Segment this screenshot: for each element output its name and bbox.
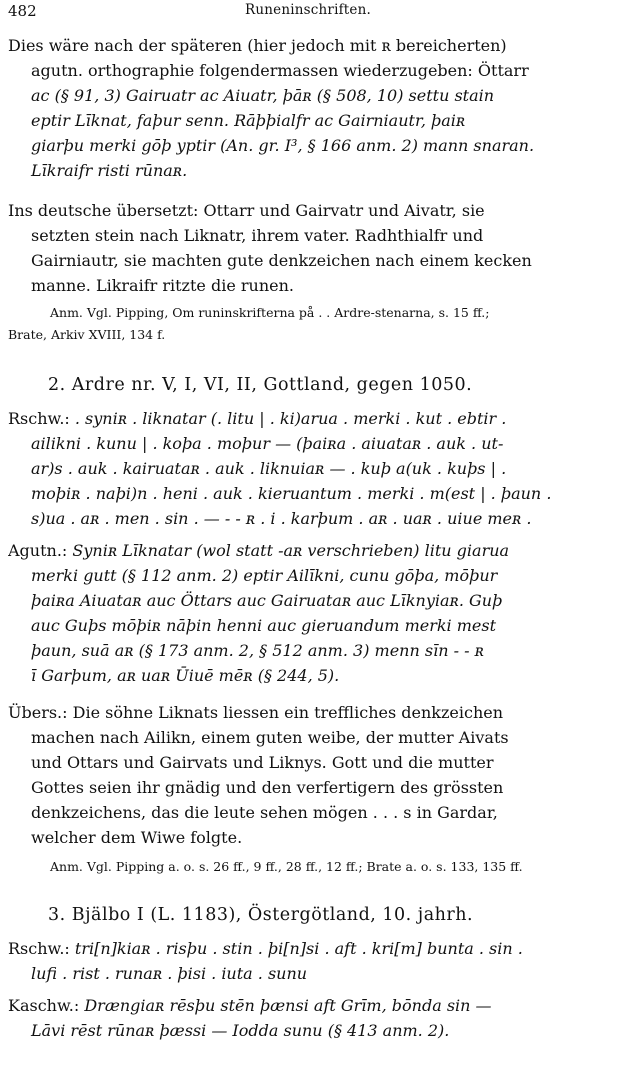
text-line: Kaschw.: Drængiaʀ rēsþu stēn þænsi aft Grīm, bōnda sin — [8,996,492,1015]
section-title: 3. Bjälbo I (L. 1183), Östergötland, 10. jahrh. [48,905,474,925]
section-heading-2 [8,370,608,400]
text-line: welcher dem Wiwe folgte. [31,828,243,847]
text-line: s)ua . aʀ . men . sin . — - - ʀ . i . karþum . aʀ . uaʀ . uiue meʀ . [31,509,532,528]
paragraph-transcription [8,33,608,183]
text-line: merki gutt (§ 112 anm. 2) eptir Ailīkni, cunu gōþa, mōþur [31,566,498,585]
text-line: Līkraifr risti rūnaʀ. [31,161,188,180]
text-line: Übers.: Die söhne Liknats liessen ein treffliches denkzeichen [8,703,504,722]
text-line: Dies wäre nach der späteren (hier jedoch mit ʀ bereicherten) [8,36,507,55]
section-title: 2. Ardre nr. V, I, VI, II, Gottland, gegen 1050. [48,375,473,395]
text-line: þaun, suā aʀ (§ 173 anm. 2, § 512 anm. 3) menn sīn - - ʀ [31,641,484,660]
text-line: ailikni . kunu | . koþa . moþur — (þaiʀa . aiuataʀ . auk . ut- [31,434,504,453]
text-line: lufi . rist . runaʀ . þisi . iuta . sunu [31,964,308,983]
text-line: eptir Līknat, faþur senn. Rāþþialfr ac Gairniautr, þaiʀ [31,111,466,130]
label: Rschw.: [8,409,70,428]
text-line: giarþu merki gōþ yptir (An. gr. I³, § 166 anm. 2) mann snaran. [31,136,535,155]
label: Agutn.: [8,541,68,560]
text-line: auc Guþs mōþiʀ nāþin henni auc gieruandum merki mest [31,616,497,635]
label: Rschw.: [8,939,70,958]
text-line: Gairniautr, sie machten gute denkzeichen nach einem kecken [31,251,532,270]
text-line: Rschw.: tri[n]kiaʀ . risþu . stin . þi[n]si . aft . kri[m] bunta . sin . [8,939,523,958]
page-number: 482 [8,2,37,20]
text-line: ac (§ 91, 3) Gairuatr ac Aiuatr, þāʀ (§ 508, 10) settu stain [31,86,495,105]
paragraph-translation [8,198,608,298]
note-anm-2 [8,856,608,878]
rschw-block-2 [8,406,608,531]
note-line: Anm. Vgl. Pipping a. o. s. 26 ff., 9 ff., 28 ff., 12 ff.; Brate a. o. s. 133, 135 ff. [50,859,523,874]
text-line: machen nach Ailikn, einem guten weibe, der mutter Aivats [31,728,509,747]
section-heading-3 [8,900,608,930]
note-anm-1 [8,302,608,346]
text-line: manne. Likraifr ritzte die runen. [31,276,294,295]
note-line: Brate, Arkiv XVIII, 134 f. [8,327,166,342]
agutn-block-2 [8,538,608,688]
text-line: ī Garþum, aʀ uaʀ Ūiuē mēʀ (§ 244, 5). [31,666,340,685]
text-line: und Ottars und Gairvats und Liknys. Gott und die mutter [31,753,494,772]
text-line: agutn. orthographie folgendermassen wiederzugeben: Öttarr [31,61,529,80]
kaschw-block-3 [8,993,608,1043]
running-title: Runeninschriften. [244,2,371,18]
text-line: Agutn.: Syniʀ Līknatar (wol statt -aʀ verschrieben) litu giarua [8,541,510,560]
note-line: Anm. Vgl. Pipping, Om runinskrifterna på . . Ardre-stenarna, s. 15 ff.; [50,305,490,320]
uebers-block-2 [8,700,608,850]
text-line: þaiʀa Aiuataʀ auc Öttars auc Gairuataʀ auc Līknyiaʀ. Guþ [31,591,503,610]
page-header [8,2,608,26]
label: Kaschw.: [8,996,80,1015]
text-line: ar)s . auk . kairuataʀ . auk . liknuiaʀ — . kuþ a(uk . kuþs | . [31,459,507,478]
rschw-block-3 [8,936,608,986]
text-line: Lāvi rēst rūnaʀ þæssi — Iodda sunu (§ 413 anm. 2). [31,1021,450,1040]
text-line: moþiʀ . naþi)n . heni . auk . kieruantum . merki . m(est | . þaun . [31,484,552,503]
text-line: denkzeichens, das die leute sehen mögen . . . s in Gardar, [31,803,498,822]
text-line: Rschw.: . syniʀ . liknatar (. litu | . ki)arua . merki . kut . ebtir . [8,409,507,428]
text-line: setzten stein nach Liknatr, ihrem vater. Radhthialfr und [31,226,484,245]
text-line: Gottes seien ihr gnädig und den verfertigern des grössten [31,778,504,797]
text-line: Ins deutsche übersetzt: Ottarr und Gairvatr und Aivatr, sie [8,201,485,220]
